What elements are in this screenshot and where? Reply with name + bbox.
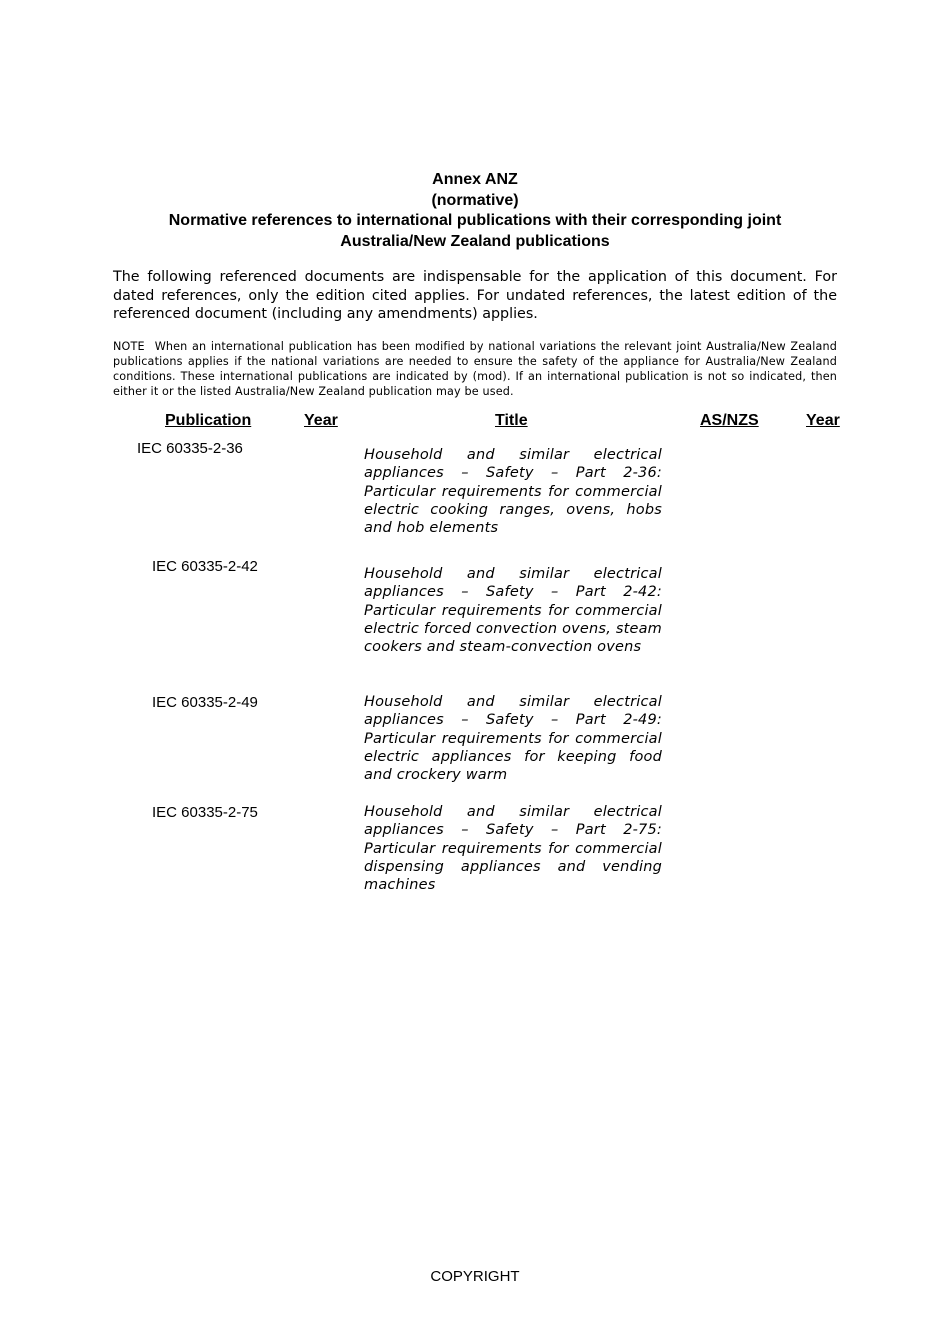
row-4-publication: IEC 60335-2-75 <box>152 804 258 821</box>
note-text: When an international publication has been modified by national variations the relevant joint Australia/New Zealand publications applies if the national variations are needed to ensure the safety of the appliance for Australia/New Zealand conditions. These international publications are indicated by (mod). If an international publication is not so indicated, then either it or the listed Australia/New Zealand publication may be used. <box>113 340 837 398</box>
annex-heading <box>0 170 950 252</box>
row-3-publication: IEC 60335-2-49 <box>152 694 258 711</box>
annex-title-line2: Australia/New Zealand publications <box>340 232 610 250</box>
annex-label: Annex ANZ <box>432 171 518 188</box>
annex-status: (normative) <box>431 191 519 209</box>
row-1-publication: IEC 60335-2-36 <box>137 440 243 457</box>
header-publication: Publication <box>165 412 252 429</box>
footer-copyright: COPYRIGHT <box>430 1268 520 1285</box>
row-4-title: Household and similar electrical appliances – Safety – Part 2-75: Particular requirements for commercial dispensing appliances and vending machines <box>364 804 662 894</box>
header-year-2: Year <box>806 412 840 429</box>
annex-title-line1: Normative references to international publications with their corresponding joint <box>168 212 782 229</box>
row-2-title: Household and similar electrical appliances – Safety – Part 2-42: Particular requirements for commercial electric forced convection ovens, steam cookers and steam-convection ovens <box>364 566 662 656</box>
note-paragraph <box>113 339 837 399</box>
header-year: Year <box>304 412 338 429</box>
row-1-title: Household and similar electrical appliances – Safety – Part 2-36: Particular requirements for commercial electric cooking ranges, ovens, hobs and hob elements <box>364 447 662 537</box>
row-3-title: Household and similar electrical appliances – Safety – Part 2-49: Particular requirements for commercial electric appliances for keeping food and crockery warm <box>364 694 662 784</box>
row-2-publication: IEC 60335-2-42 <box>152 558 258 575</box>
header-asnzs: AS/NZS <box>700 412 759 429</box>
header-title: Title <box>495 412 528 429</box>
note-label: NOTE <box>113 340 145 353</box>
intro-paragraph: The following referenced documents are indispensable for the application of this document. For dated references, only the edition cited applies. For undated references, the latest edition of the referenced document (including any amendments) applies. <box>113 269 837 322</box>
